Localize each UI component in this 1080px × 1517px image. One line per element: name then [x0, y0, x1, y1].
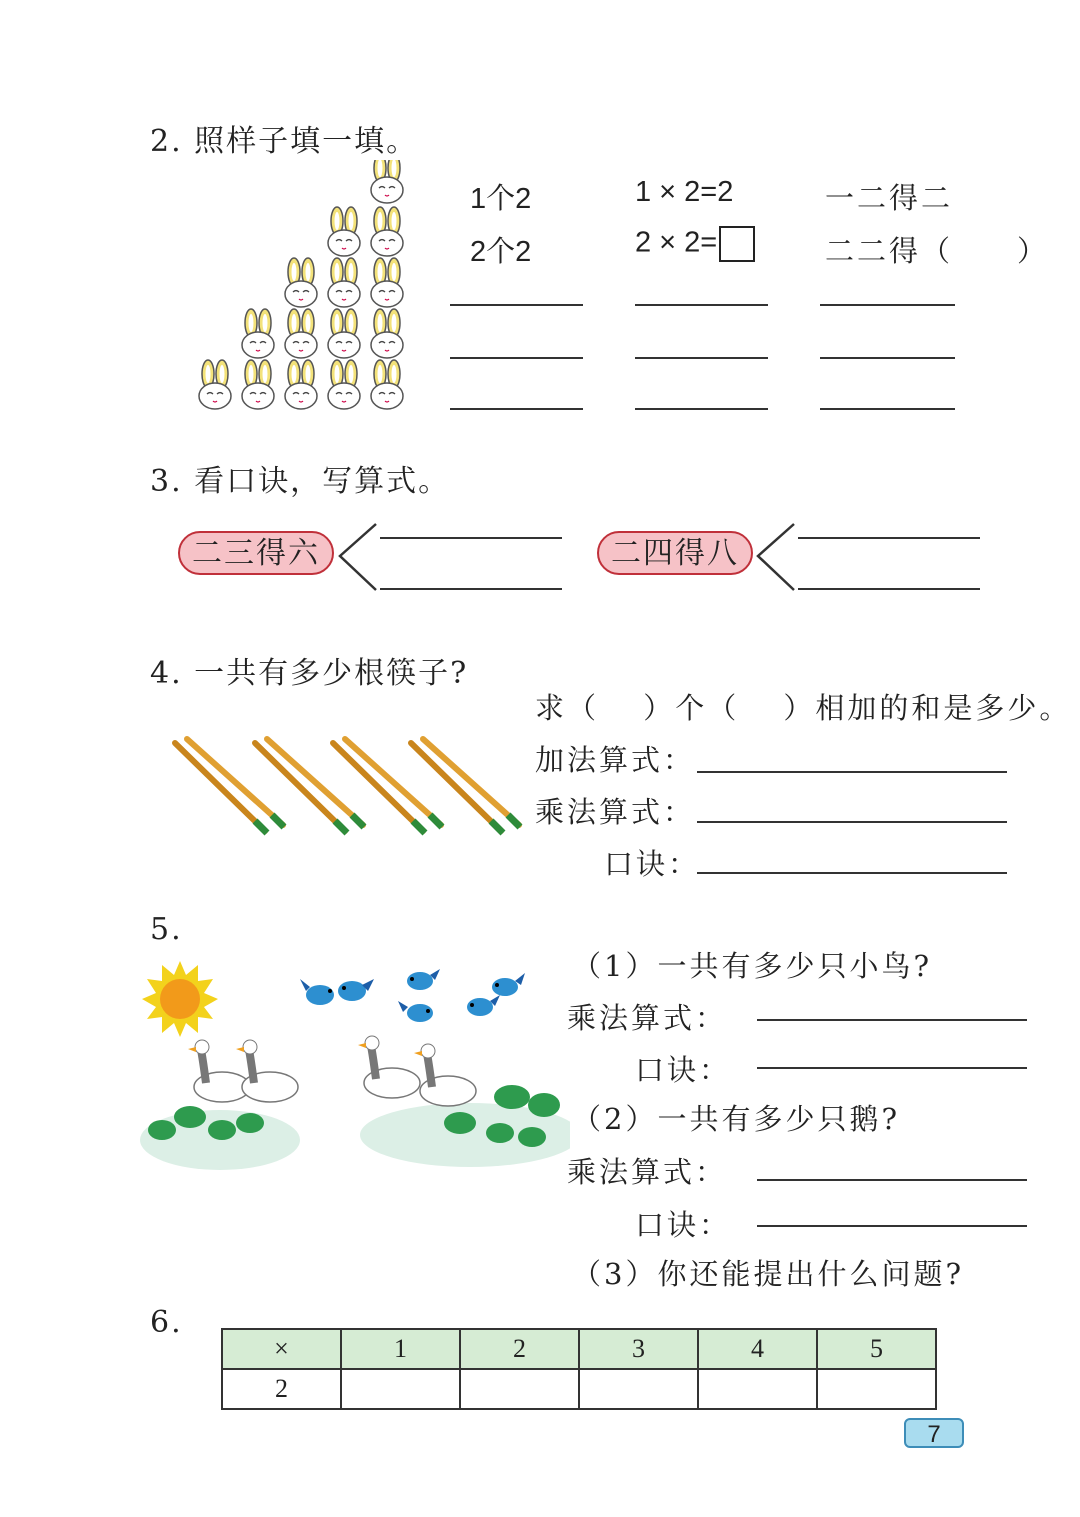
- row1-multiplication: 1 × 2=2: [635, 176, 734, 208]
- bird-icon: [407, 969, 440, 990]
- bracket-2: [754, 520, 984, 596]
- goose-icon: [414, 1044, 476, 1106]
- rabbit-row-2: [328, 207, 403, 256]
- rabbit-row-1: [371, 160, 403, 203]
- q6-heading: 6.: [150, 1305, 183, 1340]
- q2-heading: 2. 照样子填一填。: [150, 124, 419, 159]
- blank-line[interactable]: [635, 408, 768, 410]
- rhyme-card-1: 二三得六: [178, 531, 334, 575]
- rabbit-row-4: [242, 309, 403, 358]
- geese: [188, 1036, 476, 1106]
- blank-line[interactable]: [820, 357, 955, 359]
- addition-label: 加法算式：: [535, 743, 696, 777]
- rabbit-pyramid: [185, 160, 425, 420]
- bird-icon: [467, 995, 500, 1016]
- blank-line[interactable]: [450, 304, 583, 306]
- table-row: [222, 1369, 936, 1409]
- q5-rhyme-label-2: 口诀：: [635, 1208, 732, 1242]
- table-header-cell: 2: [460, 1329, 579, 1369]
- sun-icon: [142, 961, 218, 1037]
- row2-count: 2个2: [470, 236, 532, 268]
- blank-line[interactable]: [635, 304, 768, 306]
- table-header-cell: ×: [222, 1329, 341, 1369]
- blank-line[interactable]: [820, 408, 955, 410]
- blank-line[interactable]: [450, 357, 583, 359]
- rabbit-row-3: [285, 258, 403, 307]
- bird-icon: [492, 973, 525, 996]
- rabbit-row-5: [199, 360, 403, 409]
- chopsticks-illustration: [165, 735, 535, 845]
- q5-rhyme-line-2[interactable]: [757, 1225, 1027, 1227]
- goose-icon: [236, 1040, 298, 1102]
- goose-icon: [358, 1036, 420, 1098]
- q5-part2: （2）一共有多少只鹅?: [572, 1102, 900, 1136]
- q5-rhyme-label-1: 口诀：: [635, 1053, 732, 1087]
- chopstick-pair-4: [411, 739, 520, 833]
- row1-count: 1个2: [470, 183, 532, 215]
- q5-multiplication-line-2[interactable]: [757, 1179, 1027, 1181]
- rhyme-card-2: 二四得八: [597, 531, 753, 575]
- row2-multiplication-text: 2 × 2=: [635, 226, 718, 259]
- bird-icon: [338, 979, 374, 1001]
- q5-multiplication-label-2: 乘法算式：: [567, 1155, 728, 1189]
- answer-box[interactable]: [719, 226, 755, 262]
- addition-answer-line[interactable]: [697, 771, 1007, 773]
- row2-multiplication: [635, 226, 755, 262]
- bird-icon: [300, 979, 334, 1005]
- blank-line[interactable]: [450, 408, 583, 410]
- table-header-cell: 3: [579, 1329, 698, 1369]
- table-answer-cell[interactable]: [817, 1369, 936, 1409]
- table-header-row: [222, 1329, 936, 1369]
- chopstick-pair-3: [333, 739, 442, 833]
- table-answer-cell[interactable]: [460, 1369, 579, 1409]
- table-header-cell: 1: [341, 1329, 460, 1369]
- row1-rhyme: 一二得二: [825, 181, 954, 215]
- rhyme-answer-line[interactable]: [697, 872, 1007, 874]
- blank-line[interactable]: [635, 357, 768, 359]
- table-answer-cell[interactable]: [341, 1369, 460, 1409]
- q5-part3: （3）你还能提出什么问题?: [572, 1257, 964, 1291]
- multiplication-answer-line[interactable]: [697, 821, 1007, 823]
- rhyme-label: 口诀：: [604, 847, 701, 881]
- table-row-label: 2: [222, 1369, 341, 1409]
- multiplication-label: 乘法算式：: [535, 795, 696, 829]
- pond-illustration: [140, 955, 570, 1180]
- bird-icon: [398, 1001, 433, 1022]
- birds: [300, 969, 525, 1022]
- table-header-cell: 5: [817, 1329, 936, 1369]
- q5-multiplication-line-1[interactable]: [757, 1019, 1027, 1021]
- blank-line[interactable]: [820, 304, 955, 306]
- q4-question: 求（ ）个（ ）相加的和是多少。: [535, 691, 1072, 725]
- row2-rhyme: 二二得（ ）: [825, 234, 1050, 268]
- bracket-1: [336, 520, 566, 596]
- table-header-cell: 4: [698, 1329, 817, 1369]
- q5-rhyme-line-1[interactable]: [757, 1067, 1027, 1069]
- page-number: 7: [904, 1418, 964, 1448]
- q5-multiplication-label-1: 乘法算式：: [567, 1001, 728, 1035]
- q3-heading: 3. 看口诀，写算式。: [150, 464, 451, 499]
- q5-heading: 5.: [150, 912, 183, 947]
- q5-part1: （1）一共有多少只小鸟?: [572, 949, 932, 983]
- q4-heading: 4. 一共有多少根筷子?: [150, 656, 469, 691]
- multiplication-table: [221, 1328, 937, 1410]
- table-answer-cell[interactable]: [579, 1369, 698, 1409]
- table-answer-cell[interactable]: [698, 1369, 817, 1409]
